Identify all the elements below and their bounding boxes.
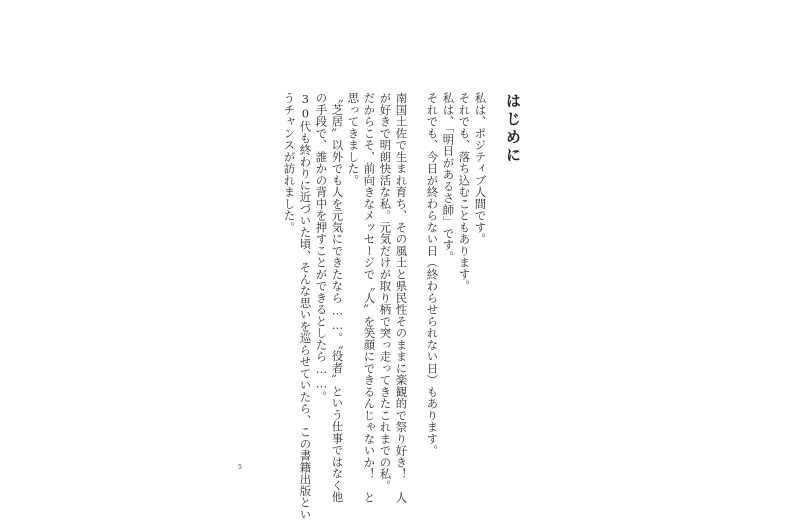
text-line: 30代も終わりに近づいた頃、そんな思いを巡らせていたら、この書籍出版とい [298, 92, 313, 520]
text-line: 南国土佐で生まれ育ち、その風土と県民性そのままに楽観的で祭り好き！ 人 [394, 92, 409, 504]
text-line: 私は、「明日があるさ師」です。 [441, 92, 456, 263]
text-line: うチャンスが訪れました。 [282, 92, 297, 233]
text-line: それでも、今日が終わらない日（終わらせられない日）もあります。 [425, 92, 440, 457]
text-line: 〝芝居〟以外でも人を元気にできたなら……。〝役者〟という仕事ではなく他 [330, 92, 345, 503]
page-title: はじめに [504, 93, 522, 165]
text-line: 思ってきました。 [346, 92, 361, 186]
text-line: 私は、ポジティブ人間です。 [473, 92, 488, 245]
text-line: それでも、落ち込むこともあります。 [457, 92, 472, 292]
text-line: の手段で、誰かの背中を押すことができるとしたら……。 [314, 92, 329, 403]
text-line: だからこそ、前向きなメッセージで〝人〟を笑顔にできるんじゃないか！ と [362, 92, 377, 504]
page-number: 5 [238, 464, 242, 471]
text-line: が好きで明朗快活な私。元気だけが取り柄で突っ走ってきたこれまでの私。 [378, 92, 393, 492]
